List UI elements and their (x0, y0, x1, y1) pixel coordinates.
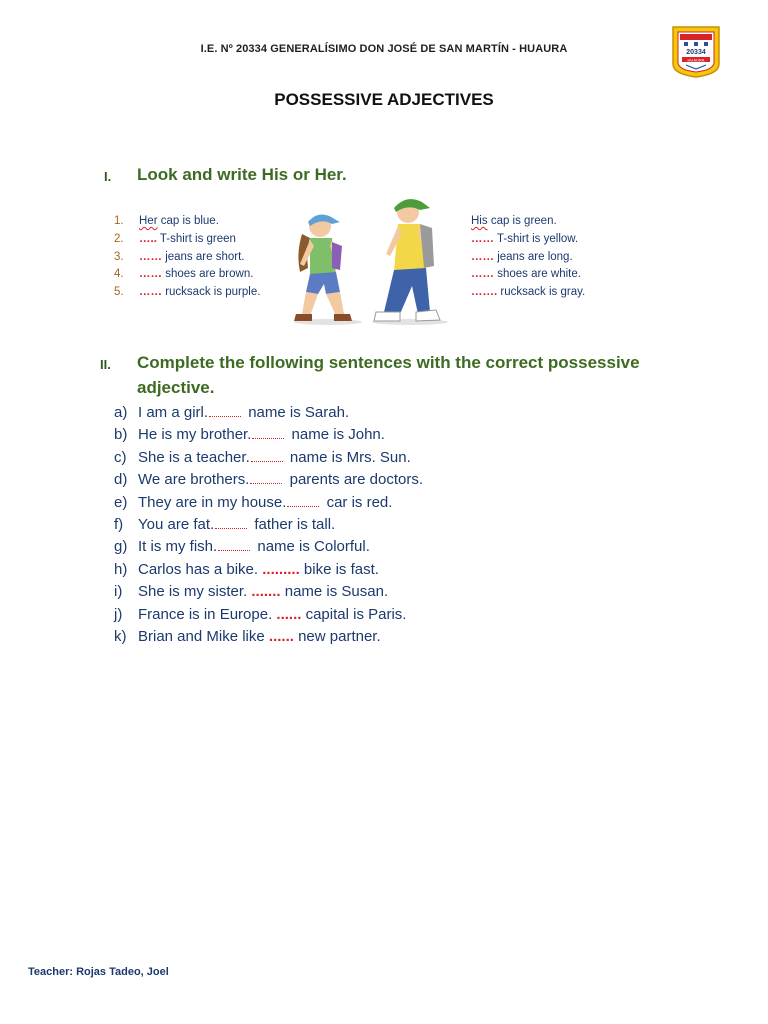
item-number: 3. (114, 250, 124, 263)
school-logo (670, 24, 722, 78)
boy-and-girl-illustration (280, 194, 460, 326)
right-list-item: His cap is green. (471, 215, 557, 227)
answer-blank[interactable] (252, 427, 284, 439)
answer-blank[interactable] (251, 450, 283, 462)
item-letter: e) (114, 493, 128, 511)
item-text: She is my sister. ....... name is Susan. (138, 583, 389, 601)
item-letter: j) (114, 605, 123, 623)
item-text: …… shoes are brown. (139, 268, 254, 281)
item-text: France is in Europe. ...... capital is Paris. (138, 605, 407, 623)
item-letter: g) (114, 538, 128, 556)
item-text: We are brothers. parents are doctors. (138, 471, 424, 489)
right-list-item: …… T-shirt is yellow. (471, 233, 579, 245)
section2-title-line1: Complete the following sentences with the correct possessive (137, 353, 640, 372)
item-number: 4. (114, 268, 124, 281)
item-number: 2. (114, 232, 124, 245)
item-text: Carlos has a bike. ......... bike is fast. (138, 560, 379, 578)
item-letter: f) (114, 515, 124, 533)
girl-figure (294, 214, 352, 321)
answer-blank[interactable]: ...... (268, 627, 294, 645)
item-number: 1. (114, 215, 124, 227)
answer-blank[interactable] (215, 517, 247, 529)
section2-number: II. (100, 357, 111, 372)
item-text: You are fat. father is tall. (138, 515, 336, 533)
item-text: …… jeans are short. (139, 250, 245, 263)
answer-blank[interactable] (209, 405, 241, 417)
answer-blank[interactable] (287, 495, 319, 507)
item-letter: h) (114, 560, 128, 578)
item-text: Brian and Mike like ...... new partner. (138, 627, 381, 645)
item-letter: k) (114, 627, 127, 645)
section2-title-line2: adjective. (137, 378, 215, 397)
right-list-item: …… jeans are long. (471, 251, 573, 263)
section1-title: Look and write His or Her. (137, 165, 347, 184)
item-text: She is a teacher. name is Mrs. Sun. (138, 448, 411, 466)
item-text: …… rucksack is purple. (139, 286, 261, 299)
answer-blank[interactable]: ...... (276, 605, 302, 623)
document-title: POSSESSIVE ADJECTIVES (274, 90, 494, 109)
boy-figure (374, 199, 440, 321)
item-text: I am a girl. name is Sarah. (138, 404, 350, 421)
logo-number: 20334 (686, 49, 706, 56)
section1-number: I. (104, 169, 112, 184)
logo-subtext: HUAURA (687, 57, 705, 63)
right-list-item: ……. rucksack is gray. (471, 286, 586, 298)
answer-blank[interactable] (218, 539, 250, 551)
item-text: ….. T-shirt is green (139, 232, 236, 245)
answer-blank[interactable] (250, 472, 282, 484)
item-letter: c) (114, 448, 127, 466)
item-number: 5. (114, 286, 124, 299)
item-text: It is my fish. name is Colorful. (138, 538, 370, 556)
item-letter: a) (114, 404, 128, 421)
item-text: They are in my house. car is red. (138, 493, 393, 511)
right-list-item: …… shoes are white. (471, 268, 581, 280)
item-text: He is my brother. name is John. (138, 426, 385, 444)
item-letter: i) (114, 583, 123, 601)
item-text: Her cap is blue. (139, 215, 219, 227)
item-letter: d) (114, 471, 128, 489)
answer-blank[interactable]: ......... (262, 560, 300, 578)
answer-blank[interactable]: ....... (251, 583, 281, 601)
teacher-footer: Teacher: Rojas Tadeo, Joel (28, 966, 169, 978)
school-header: I.E. Nº 20334 GENERALÍSIMO DON JOSÉ DE SAN MARTÍN - HUAURA (200, 43, 568, 55)
item-letter: b) (114, 426, 128, 444)
